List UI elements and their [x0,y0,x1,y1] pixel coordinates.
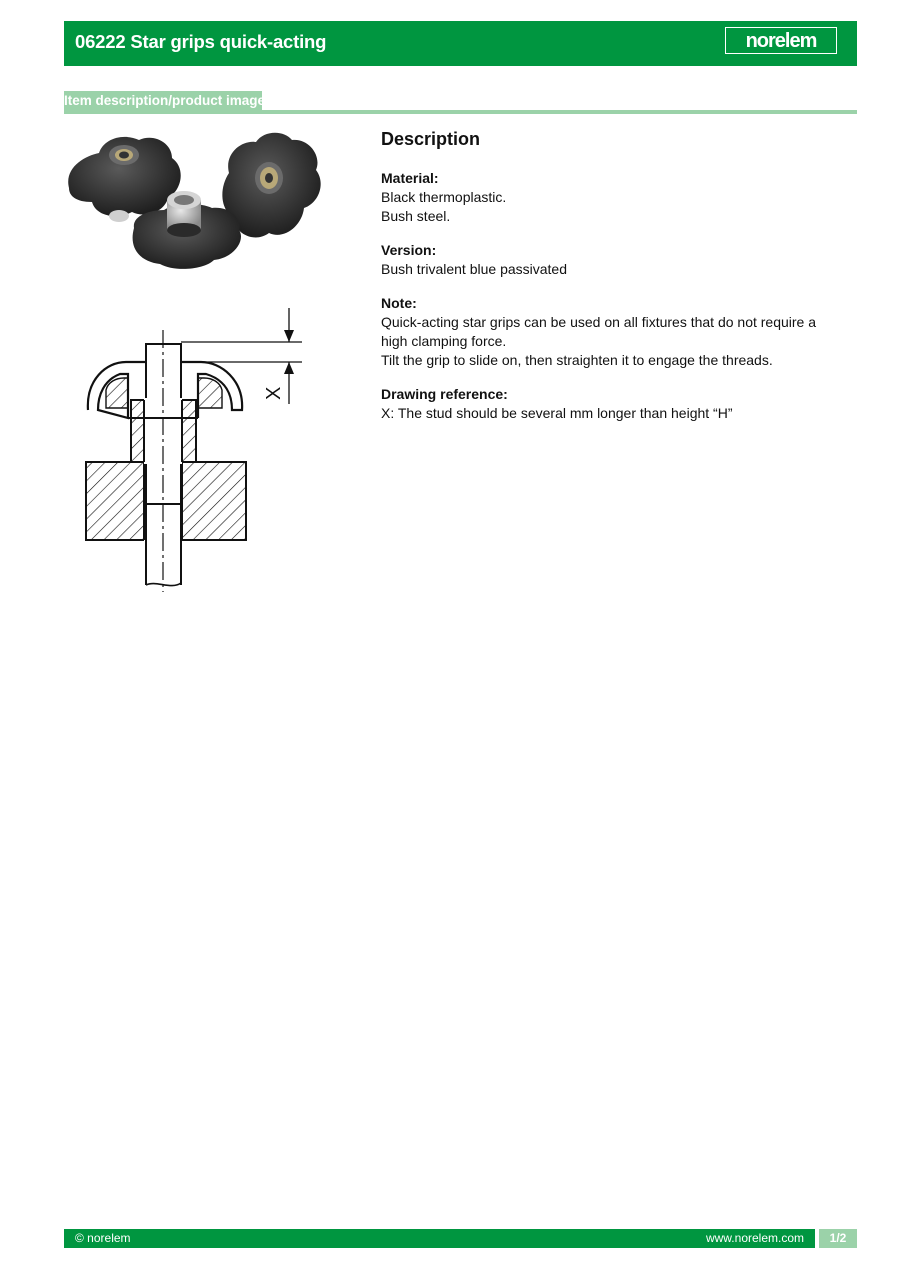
material-line: Black thermoplastic. [381,189,507,205]
header-bar [64,21,857,66]
footer-website-link[interactable]: www.norelem.com [705,1231,804,1245]
star-grip-photo-icon [64,128,324,283]
material-label: Material: [381,170,439,186]
norelem-logo [725,27,837,54]
description-section [381,127,821,438]
material-block [381,169,821,226]
footer-copyright: © norelem [75,1231,131,1245]
section-divider [64,110,857,114]
page-number: 1/2 [819,1229,857,1248]
technical-drawing-icon [76,300,310,595]
drawing-reference-label: Drawing reference: [381,386,508,402]
note-line: Tilt the grip to slide on, then straighten it to engage the threads. [381,352,773,368]
footer-bar [64,1229,815,1248]
material-line: Bush steel. [381,208,451,224]
version-block [381,241,821,279]
version-line: Bush trivalent blue passivated [381,261,567,277]
drawing-reference-line: X: The stud should be several mm longer than height “H” [381,405,733,421]
note-label: Note: [381,295,417,311]
page-title: 06222 Star grips quick-acting [75,31,327,52]
logo-text: norelem [745,29,817,52]
version-label: Version: [381,242,437,258]
description-title: Description [381,129,481,149]
note-block [381,294,821,370]
drawing-label-x: X [263,386,285,400]
note-line: Quick-acting star grips can be used on all fixtures that do not require a high clamping force. [381,314,817,349]
section-heading: Item description/product images [64,93,273,108]
drawing-reference-block [381,385,821,423]
